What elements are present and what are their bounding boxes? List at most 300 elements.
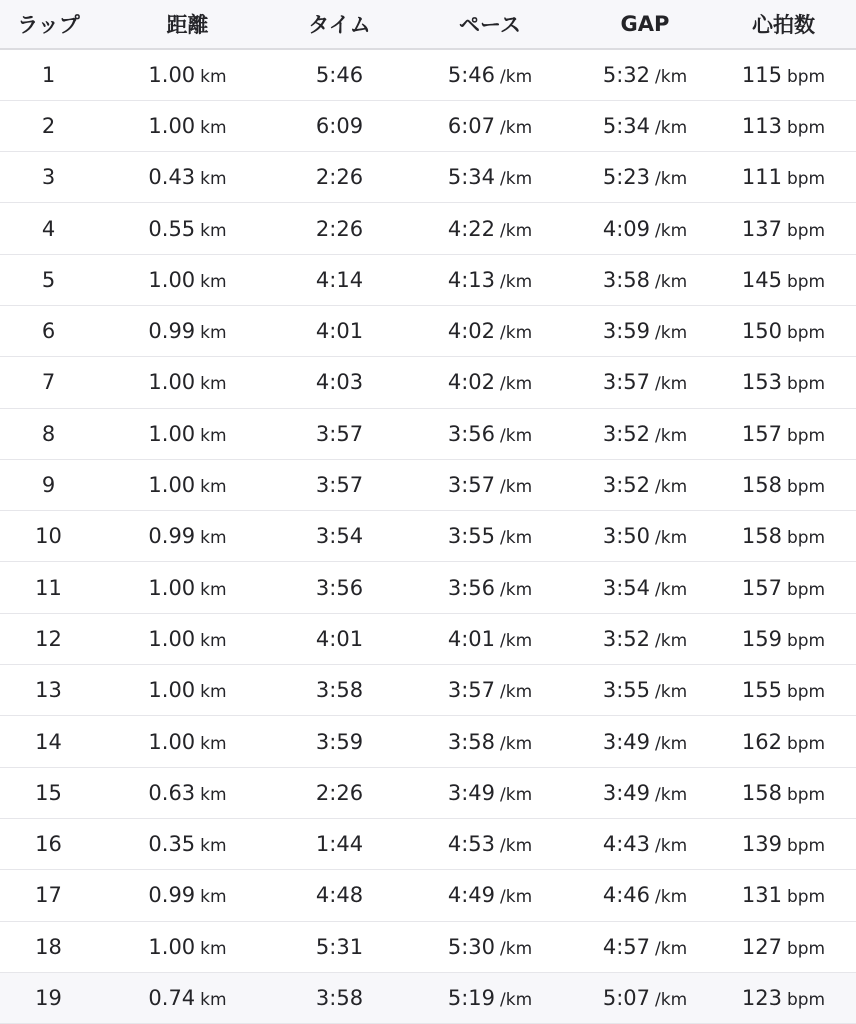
heart-rate-value: 155 — [741, 678, 782, 703]
pace-value: 4:01 — [447, 626, 496, 651]
header-time: タイム — [278, 0, 401, 49]
pace-unit: /km — [500, 374, 533, 395]
gap-cell — [579, 870, 711, 921]
time-value: 2:26 — [315, 165, 364, 190]
distance-unit: km — [200, 989, 227, 1010]
time-cell — [278, 305, 401, 356]
distance-cell — [97, 716, 278, 767]
lap-number-cell — [0, 49, 97, 100]
pace-value: 4:13 — [447, 267, 496, 292]
gap-unit: /km — [655, 989, 688, 1010]
pace-cell — [401, 511, 579, 562]
lap-number-cell — [0, 665, 97, 716]
lap-number-value: 4 — [41, 216, 56, 241]
pace-unit: /km — [500, 989, 533, 1010]
distance-cell — [97, 870, 278, 921]
lap-number-cell — [0, 511, 97, 562]
distance-value: 1.00 — [148, 678, 196, 703]
lap-number-value: 13 — [35, 678, 62, 703]
distance-unit: km — [200, 66, 227, 87]
distance-unit: km — [200, 374, 227, 395]
lap-number-cell — [0, 921, 97, 972]
heart-rate-unit: bpm — [786, 887, 826, 908]
pace-value: 5:30 — [447, 934, 496, 959]
distance-value: 1.00 — [148, 370, 196, 395]
heart-rate-value: 139 — [741, 832, 782, 857]
time-value: 4:48 — [315, 883, 364, 908]
gap-cell — [579, 408, 711, 459]
table-row — [0, 49, 856, 100]
time-cell — [278, 100, 401, 151]
gap-value: 3:57 — [602, 370, 651, 395]
pace-unit: /km — [500, 425, 533, 446]
pace-cell — [401, 716, 579, 767]
gap-value: 5:34 — [602, 113, 651, 138]
pace-cell — [401, 459, 579, 510]
gap-unit: /km — [655, 323, 688, 344]
heart-rate-unit: bpm — [786, 323, 826, 344]
heart-rate-value: 158 — [741, 780, 782, 805]
distance-unit: km — [200, 938, 227, 959]
heart-rate-unit: bpm — [786, 271, 826, 292]
table-row — [0, 716, 856, 767]
gap-unit: /km — [655, 169, 688, 190]
lap-number-value: 9 — [41, 473, 56, 498]
distance-unit: km — [200, 630, 227, 651]
distance-value: 1.00 — [148, 62, 196, 87]
distance-value: 1.00 — [148, 626, 196, 651]
table-row — [0, 511, 856, 562]
heart-rate-cell — [711, 357, 856, 408]
lap-number-value: 7 — [41, 370, 56, 395]
heart-rate-cell — [711, 203, 856, 254]
gap-value: 3:50 — [602, 524, 651, 549]
distance-cell — [97, 49, 278, 100]
distance-cell — [97, 203, 278, 254]
gap-cell — [579, 665, 711, 716]
distance-value: 0.35 — [148, 832, 196, 857]
distance-value: 0.63 — [148, 780, 196, 805]
time-cell — [278, 254, 401, 305]
heart-rate-unit: bpm — [786, 579, 826, 600]
lap-number-value: 17 — [35, 883, 62, 908]
header-distance: 距離 — [97, 0, 278, 49]
gap-cell — [579, 562, 711, 613]
time-value: 5:31 — [315, 934, 364, 959]
pace-cell — [401, 870, 579, 921]
distance-value: 1.00 — [148, 934, 196, 959]
heart-rate-value: 150 — [741, 319, 782, 344]
heart-rate-cell — [711, 818, 856, 869]
lap-number-cell — [0, 870, 97, 921]
pace-value: 4:02 — [447, 370, 496, 395]
time-value: 3:57 — [315, 421, 364, 446]
table-body — [0, 49, 856, 1024]
distance-unit: km — [200, 682, 227, 703]
heart-rate-unit: bpm — [786, 477, 826, 498]
lap-number-value: 19 — [35, 985, 62, 1010]
gap-cell — [579, 357, 711, 408]
distance-unit: km — [200, 579, 227, 600]
heart-rate-value: 157 — [741, 421, 782, 446]
time-cell — [278, 408, 401, 459]
lap-number-cell — [0, 305, 97, 356]
pace-unit: /km — [500, 220, 533, 241]
time-cell — [278, 870, 401, 921]
heart-rate-value: 158 — [741, 473, 782, 498]
header-row — [0, 0, 856, 49]
gap-value: 5:32 — [602, 62, 651, 87]
gap-unit: /km — [655, 682, 688, 703]
time-cell — [278, 49, 401, 100]
time-cell — [278, 562, 401, 613]
heart-rate-value: 137 — [741, 216, 782, 241]
time-cell — [278, 972, 401, 1023]
distance-cell — [97, 357, 278, 408]
heart-rate-unit: bpm — [786, 117, 826, 138]
gap-unit: /km — [655, 938, 688, 959]
heart-rate-cell — [711, 870, 856, 921]
lap-number-value: 12 — [35, 626, 62, 651]
distance-value: 0.74 — [148, 985, 196, 1010]
distance-value: 0.55 — [148, 216, 196, 241]
distance-cell — [97, 972, 278, 1023]
heart-rate-cell — [711, 767, 856, 818]
gap-unit: /km — [655, 784, 688, 805]
pace-cell — [401, 613, 579, 664]
pace-value: 4:02 — [447, 319, 496, 344]
time-cell — [278, 613, 401, 664]
time-value: 2:26 — [315, 216, 364, 241]
heart-rate-unit: bpm — [786, 836, 826, 857]
gap-cell — [579, 767, 711, 818]
pace-value: 5:19 — [447, 985, 496, 1010]
distance-value: 0.99 — [148, 524, 196, 549]
header-pace: ペース — [401, 0, 579, 49]
gap-unit: /km — [655, 477, 688, 498]
pace-cell — [401, 767, 579, 818]
pace-unit: /km — [500, 887, 533, 908]
distance-unit: km — [200, 733, 227, 754]
gap-value: 3:52 — [602, 626, 651, 651]
lap-number-cell — [0, 972, 97, 1023]
gap-unit: /km — [655, 887, 688, 908]
heart-rate-unit: bpm — [786, 989, 826, 1010]
heart-rate-cell — [711, 613, 856, 664]
gap-cell — [579, 100, 711, 151]
heart-rate-unit: bpm — [786, 784, 826, 805]
gap-unit: /km — [655, 66, 688, 87]
distance-value: 1.00 — [148, 575, 196, 600]
table-row — [0, 818, 856, 869]
time-value: 3:57 — [315, 473, 364, 498]
pace-cell — [401, 972, 579, 1023]
gap-unit: /km — [655, 579, 688, 600]
pace-value: 3:58 — [447, 729, 496, 754]
gap-value: 3:55 — [602, 678, 651, 703]
distance-unit: km — [200, 117, 227, 138]
heart-rate-cell — [711, 305, 856, 356]
pace-value: 3:55 — [447, 524, 496, 549]
heart-rate-cell — [711, 716, 856, 767]
pace-value: 3:49 — [447, 780, 496, 805]
heart-rate-value: 113 — [741, 113, 782, 138]
time-cell — [278, 511, 401, 562]
heart-rate-cell — [711, 152, 856, 203]
gap-cell — [579, 203, 711, 254]
distance-unit: km — [200, 220, 227, 241]
table-row — [0, 408, 856, 459]
table-row — [0, 665, 856, 716]
gap-cell — [579, 49, 711, 100]
heart-rate-cell — [711, 562, 856, 613]
pace-unit: /km — [500, 938, 533, 959]
distance-cell — [97, 408, 278, 459]
distance-unit: km — [200, 323, 227, 344]
pace-cell — [401, 152, 579, 203]
time-cell — [278, 716, 401, 767]
distance-unit: km — [200, 169, 227, 190]
lap-number-cell — [0, 562, 97, 613]
time-value: 5:46 — [315, 62, 364, 87]
heart-rate-unit: bpm — [786, 66, 826, 87]
pace-unit: /km — [500, 733, 533, 754]
lap-number-value: 11 — [35, 575, 62, 600]
pace-unit: /km — [500, 528, 533, 549]
header-gap: GAP — [579, 0, 711, 49]
distance-unit: km — [200, 271, 227, 292]
heart-rate-value: 159 — [741, 626, 782, 651]
table-row — [0, 870, 856, 921]
lap-number-value: 8 — [41, 421, 56, 446]
pace-unit: /km — [500, 682, 533, 703]
gap-value: 4:57 — [602, 934, 651, 959]
heart-rate-unit: bpm — [786, 374, 826, 395]
distance-cell — [97, 459, 278, 510]
pace-cell — [401, 665, 579, 716]
gap-value: 3:52 — [602, 421, 651, 446]
time-value: 4:01 — [315, 626, 364, 651]
gap-cell — [579, 459, 711, 510]
time-value: 4:01 — [315, 319, 364, 344]
gap-cell — [579, 818, 711, 869]
pace-unit: /km — [500, 66, 533, 87]
distance-unit: km — [200, 836, 227, 857]
distance-value: 1.00 — [148, 267, 196, 292]
pace-cell — [401, 818, 579, 869]
heart-rate-cell — [711, 408, 856, 459]
table-row — [0, 972, 856, 1023]
distance-value: 1.00 — [148, 113, 196, 138]
lap-number-value: 1 — [41, 62, 56, 87]
gap-cell — [579, 254, 711, 305]
time-value: 3:58 — [315, 985, 364, 1010]
pace-cell — [401, 357, 579, 408]
heart-rate-value: 111 — [741, 165, 782, 190]
pace-unit: /km — [500, 117, 533, 138]
gap-cell — [579, 613, 711, 664]
lap-number-cell — [0, 152, 97, 203]
heart-rate-unit: bpm — [786, 682, 826, 703]
gap-cell — [579, 152, 711, 203]
lap-number-value: 16 — [35, 832, 62, 857]
distance-unit: km — [200, 528, 227, 549]
lap-number-cell — [0, 459, 97, 510]
pace-value: 3:56 — [447, 575, 496, 600]
pace-unit: /km — [500, 784, 533, 805]
distance-unit: km — [200, 425, 227, 446]
pace-value: 4:22 — [447, 216, 496, 241]
distance-cell — [97, 665, 278, 716]
time-value: 3:54 — [315, 524, 364, 549]
heart-rate-value: 145 — [741, 267, 782, 292]
time-cell — [278, 921, 401, 972]
gap-value: 3:49 — [602, 780, 651, 805]
table-row — [0, 357, 856, 408]
pace-cell — [401, 100, 579, 151]
time-cell — [278, 459, 401, 510]
pace-unit: /km — [500, 271, 533, 292]
table-header — [0, 0, 856, 49]
gap-value: 3:59 — [602, 319, 651, 344]
table-row — [0, 254, 856, 305]
heart-rate-value: 157 — [741, 575, 782, 600]
table-row — [0, 459, 856, 510]
gap-unit: /km — [655, 528, 688, 549]
table-row — [0, 613, 856, 664]
time-value: 1:44 — [315, 832, 364, 857]
pace-value: 4:53 — [447, 832, 496, 857]
heart-rate-value: 127 — [741, 934, 782, 959]
gap-cell — [579, 921, 711, 972]
time-value: 6:09 — [315, 113, 364, 138]
heart-rate-cell — [711, 49, 856, 100]
heart-rate-cell — [711, 254, 856, 305]
gap-value: 4:46 — [602, 883, 651, 908]
heart-rate-cell — [711, 511, 856, 562]
lap-number-cell — [0, 767, 97, 818]
heart-rate-value: 115 — [741, 62, 782, 87]
pace-unit: /km — [500, 836, 533, 857]
table-row — [0, 562, 856, 613]
gap-unit: /km — [655, 117, 688, 138]
heart-rate-unit: bpm — [786, 220, 826, 241]
heart-rate-value: 158 — [741, 524, 782, 549]
pace-unit: /km — [500, 630, 533, 651]
lap-number-cell — [0, 357, 97, 408]
lap-number-value: 3 — [41, 165, 56, 190]
gap-unit: /km — [655, 425, 688, 446]
lap-number-value: 6 — [41, 319, 56, 344]
lap-number-cell — [0, 254, 97, 305]
pace-value: 5:34 — [447, 165, 496, 190]
time-value: 2:26 — [315, 780, 364, 805]
heart-rate-unit: bpm — [786, 169, 826, 190]
pace-cell — [401, 921, 579, 972]
time-cell — [278, 357, 401, 408]
lap-number-cell — [0, 818, 97, 869]
time-value: 3:58 — [315, 678, 364, 703]
gap-cell — [579, 511, 711, 562]
pace-cell — [401, 49, 579, 100]
heart-rate-cell — [711, 665, 856, 716]
distance-value: 1.00 — [148, 729, 196, 754]
gap-value: 3:54 — [602, 575, 651, 600]
distance-unit: km — [200, 477, 227, 498]
pace-value: 4:49 — [447, 883, 496, 908]
lap-number-value: 14 — [35, 729, 62, 754]
lap-number-value: 2 — [41, 113, 56, 138]
distance-value: 1.00 — [148, 473, 196, 498]
lap-number-cell — [0, 100, 97, 151]
pace-cell — [401, 408, 579, 459]
gap-value: 4:09 — [602, 216, 651, 241]
distance-value: 0.99 — [148, 319, 196, 344]
distance-cell — [97, 921, 278, 972]
heart-rate-value: 131 — [741, 883, 782, 908]
distance-cell — [97, 305, 278, 356]
distance-cell — [97, 511, 278, 562]
table-row — [0, 305, 856, 356]
lap-number-cell — [0, 716, 97, 767]
pace-cell — [401, 203, 579, 254]
heart-rate-cell — [711, 100, 856, 151]
gap-cell — [579, 972, 711, 1023]
distance-value: 0.43 — [148, 165, 196, 190]
pace-value: 3:57 — [447, 678, 496, 703]
gap-unit: /km — [655, 374, 688, 395]
heart-rate-unit: bpm — [786, 425, 826, 446]
time-value: 4:03 — [315, 370, 364, 395]
table-row — [0, 203, 856, 254]
distance-value: 0.99 — [148, 883, 196, 908]
gap-value: 3:49 — [602, 729, 651, 754]
table-row — [0, 767, 856, 818]
pace-cell — [401, 254, 579, 305]
distance-cell — [97, 562, 278, 613]
pace-unit: /km — [500, 323, 533, 344]
lap-number-value: 5 — [41, 267, 56, 292]
gap-value: 4:43 — [602, 832, 651, 857]
heart-rate-unit: bpm — [786, 630, 826, 651]
distance-cell — [97, 613, 278, 664]
pace-cell — [401, 562, 579, 613]
gap-unit: /km — [655, 220, 688, 241]
time-value: 4:14 — [315, 267, 364, 292]
distance-cell — [97, 152, 278, 203]
lap-number-value: 10 — [35, 524, 62, 549]
heart-rate-cell — [711, 972, 856, 1023]
heart-rate-value: 162 — [741, 729, 782, 754]
distance-unit: km — [200, 784, 227, 805]
lap-number-cell — [0, 613, 97, 664]
heart-rate-value: 153 — [741, 370, 782, 395]
heart-rate-unit: bpm — [786, 528, 826, 549]
pace-value: 5:46 — [447, 62, 496, 87]
distance-cell — [97, 767, 278, 818]
lap-number-value: 15 — [35, 780, 62, 805]
gap-cell — [579, 305, 711, 356]
time-value: 3:56 — [315, 575, 364, 600]
gap-value: 3:52 — [602, 473, 651, 498]
header-lap: ラップ — [0, 0, 97, 49]
header-heart-rate: 心拍数 — [711, 0, 856, 49]
gap-unit: /km — [655, 733, 688, 754]
table-row — [0, 921, 856, 972]
heart-rate-cell — [711, 459, 856, 510]
time-cell — [278, 767, 401, 818]
lap-number-cell — [0, 203, 97, 254]
